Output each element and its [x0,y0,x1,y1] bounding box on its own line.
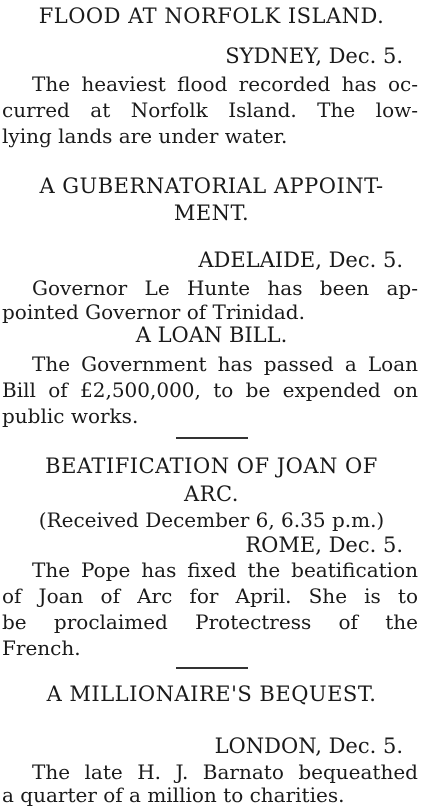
body-line: pointed Governor of Trinidad. [2,300,305,324]
body-line: public works. [2,404,139,428]
headline-beatification-cont: ARC. [184,482,239,506]
headline-flood: FLOOD AT NORFOLK ISLAND. [38,4,385,28]
dateline-london: LONDON, Dec. 5. [214,734,403,758]
body-line: of Joan of Arc for April. She is to [2,584,418,608]
divider-rule [176,667,248,669]
divider-rule [176,437,248,439]
dateline-sydney: SYDNEY, Dec. 5. [225,44,403,68]
received-note: (Received December 6, 6.35 p.m.) [38,508,385,532]
body-line: French. [2,636,81,660]
body-line: Governor Le Hunte has been ap- [32,276,418,300]
body-line: The Government has passed a Loan [32,352,418,376]
dateline-adelaide: ADELAIDE, Dec. 5. [198,248,403,272]
subhead-loan-bill: A LOAN BILL. [135,323,288,347]
headline-gubernatorial: A GUBERNATORIAL APPOINT- [39,174,384,198]
body-line: curred at Norfolk Island. The low- [2,98,418,122]
headline-beatification: BEATIFICATION OF JOAN OF [45,454,378,478]
dateline-rome: ROME, Dec. 5. [245,533,403,557]
body-line: The heaviest flood recorded has oc- [32,72,418,96]
headline-bequest: A MILLIONAIRE'S BEQUEST. [46,682,377,706]
body-line: a quarter of a million to charities. [2,783,345,807]
body-line: lying lands are under water. [2,124,288,148]
headline-gubernatorial-cont: MENT. [173,201,250,225]
body-line: Bill of £2,500,000, to be expended on [2,378,418,402]
body-line: be proclaimed Protectress of the [2,610,418,634]
body-line: The Pope has fixed the beatification [32,558,418,582]
body-line: The late H. J. Barnato bequeathed [32,760,418,784]
